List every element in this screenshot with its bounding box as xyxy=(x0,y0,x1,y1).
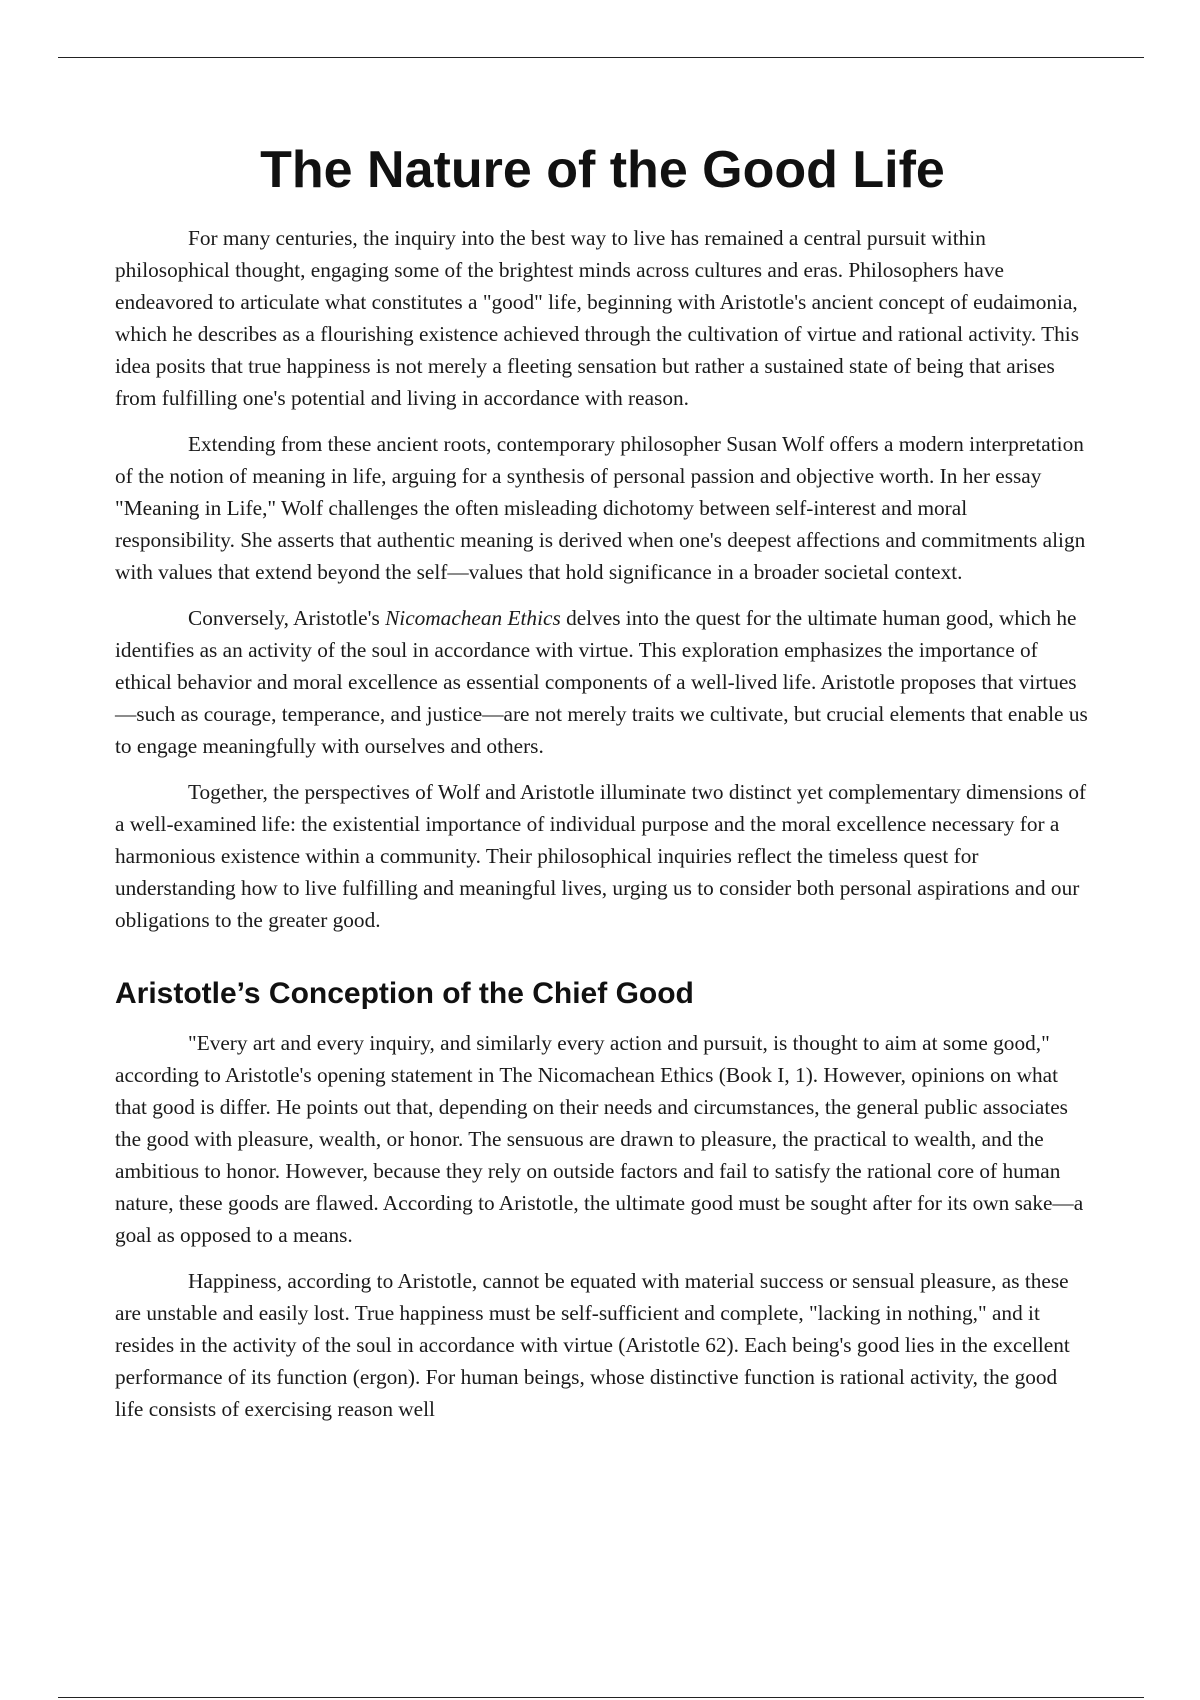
intro-paragraph-4: Together, the perspectives of Wolf and Aristotle illuminate two distinct yet complementary dimensions of a well-examined life: the existential importance of individual purpose and the moral excellence necessary for a harmonious existence within a community. Their philosophical inquiries reflect the timeless quest for understanding how to live fulfilling and meaningful lives, urging us to consider both personal aspirations and our obligations to the greater good. xyxy=(115,780,1087,932)
top-rule xyxy=(58,57,1144,58)
paragraph-text-after: delves into the quest for the ultimate human good, which he identifies as an activity of the soul in accordance with virtue. This exploration emphasizes the importance of ethical behavior and moral excellence as essential components of a well-lived life. Aristotle proposes that virtues—such as courage, temperance, and justice—are not merely traits we cultivate, but crucial elements that enable us to engage meaningfully with ourselves and others. xyxy=(115,606,1088,758)
document-page xyxy=(115,138,1090,1439)
section-paragraph-1: "Every art and every inquiry, and similarly every action and pursuit, is thought to aim at some good," according to Aristotle's opening statement in The Nicomachean Ethics (Book I, 1). However, opinions on what that good is differ. He points out that, depending on their needs and circumstances, the general public associates the good with pleasure, wealth, or honor. The sensuous are drawn to pleasure, the practical to wealth, and the ambitious to honor. However, because they rely on outside factors and fail to satisfy the rational core of human nature, these goods are flawed. According to Aristotle, the ultimate good must be sought after for its own sake—a goal as opposed to a means. xyxy=(115,1031,1084,1247)
intro-paragraph-1: For many centuries, the inquiry into the best way to live has remained a central pursuit within philosophical thought, engaging some of the brightest minds across cultures and eras. Philosophers have endeavored to articulate what constitutes a "good" life, beginning with Aristotle's ancient concept of eudaimonia, which he describes as a flourishing existence achieved through the cultivation of virtue and rational activity. This idea posits that true happiness is not merely a fleeting sensation but rather a sustained state of being that arises from fulfilling one's potential and living in accordance with reason. xyxy=(115,226,1079,410)
document-title: The Nature of the Good Life xyxy=(260,141,945,199)
bottom-rule xyxy=(58,1697,1144,1698)
paragraph-text-before: Conversely, Aristotle's xyxy=(188,606,386,630)
intro-paragraph-3 xyxy=(115,602,1090,762)
section-paragraph-2: Happiness, according to Aristotle, cannot be equated with material success or sensual pleasure, as these are unstable and easily lost. True happiness must be self-sufficient and complete, "lacking in nothing," and it resides in the activity of the soul in accordance with virtue (Aristotle 62). Each being's good lies in the excellent performance of its function (ergon). For human beings, whose distinctive function is rational activity, the good life consists of exercising reason well xyxy=(115,1269,1070,1421)
section-heading: Aristotle’s Conception of the Chief Good xyxy=(115,977,694,1010)
book-title-italic: Nicomachean Ethics xyxy=(385,606,561,630)
intro-paragraph-2: Extending from these ancient roots, contemporary philosopher Susan Wolf offers a modern interpretation of the notion of meaning in life, arguing for a synthesis of personal passion and objective worth. In her essay "Meaning in Life," Wolf challenges the often misleading dichotomy between self-interest and moral responsibility. She asserts that authentic meaning is derived when one's deepest affections and commitments align with values that extend beyond the self—values that hold significance in a broader societal context. xyxy=(115,432,1086,584)
